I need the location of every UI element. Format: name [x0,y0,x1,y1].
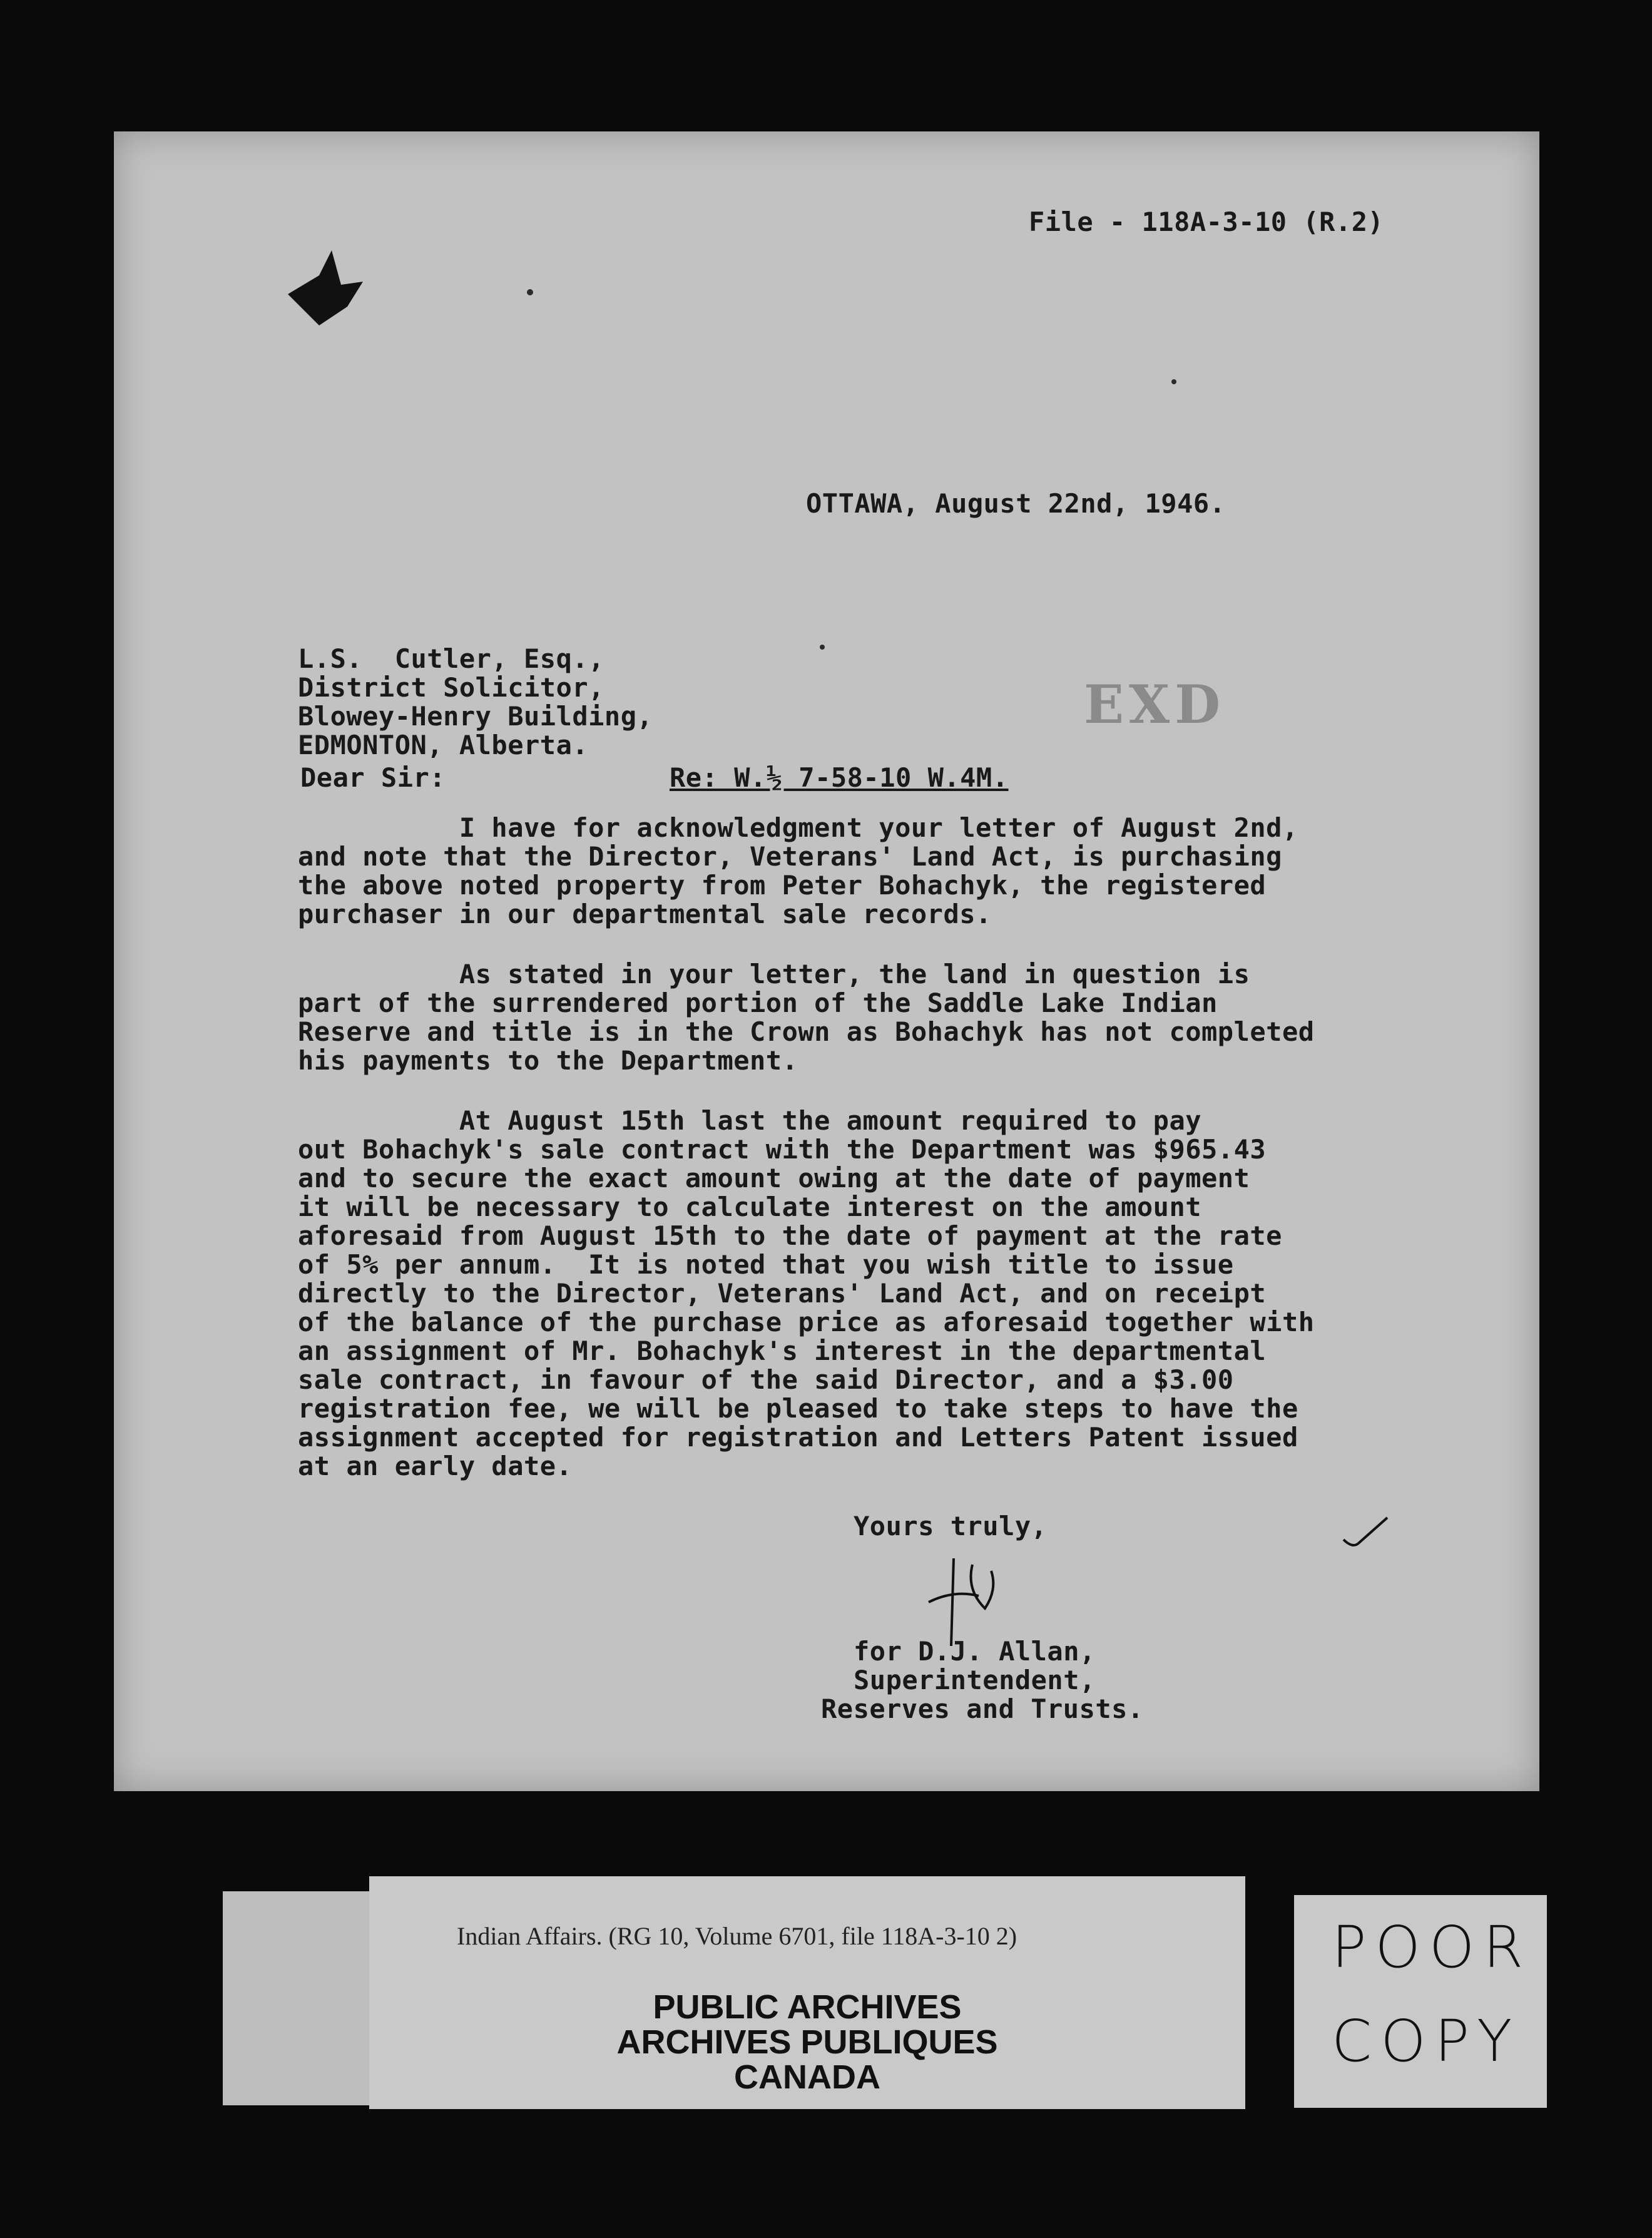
file-reference: File - 118A-3-10 (R.2) [1029,207,1384,237]
paragraph-line: of 5% per annum. It is noted that you wish title to issue [298,1249,1234,1280]
paragraph-line: at an early date. [298,1451,573,1481]
salutation: Dear Sir: [300,762,446,793]
re-line: Re: W.½ 7-58-10 W.4M. [670,762,1009,793]
addressee-line: L.S. Cutler, Esq., [298,643,604,674]
paragraph-line: part of the surrendered portion of the Saddle Lake Indian [298,988,1218,1018]
speck [527,289,533,295]
paragraph-line: At August 15th last the amount required to pay [298,1105,1202,1136]
archive-line: CANADA [734,2058,880,2096]
signature-line: for D.J. Allan, [854,1636,1096,1667]
archive-line: PUBLIC ARCHIVES [653,1988,962,2026]
speck [1171,379,1176,384]
archive-label-left-strip [223,1891,373,2105]
ink-blot-mark [282,250,369,325]
place-date: OTTAWA, August 22nd, 1946. [806,488,1226,519]
paragraph-line: an assignment of Mr. Bohachyk's interest in the departmental [298,1336,1267,1366]
paragraph-line: of the balance of the purchase price as aforesaid together with [298,1307,1315,1337]
paragraph-line: directly to the Director, Veterans' Land Act, and on receipt [298,1278,1267,1309]
closing: Yours truly, [854,1511,1048,1541]
letter-page [114,131,1539,1791]
check-mark [1340,1515,1390,1552]
paragraph-line: his payments to the Department. [298,1045,798,1076]
paragraph-line: sale contract, in favour of the said Director, and a $3.00 [298,1364,1234,1395]
addressee-line: EDMONTON, Alberta. [298,730,589,760]
paragraph-line: purchaser in our departmental sale records. [298,899,992,929]
paragraph-line: it will be necessary to calculate interest on the amount [298,1192,1202,1222]
archive-label [369,1876,1245,2109]
paragraph-line: registration fee, we will be pleased to take steps to have the [298,1393,1298,1424]
paragraph-line: As stated in your letter, the land in question is [298,959,1250,989]
speck [820,645,825,650]
handwritten-note: COPY [1332,2008,1521,2075]
paragraph-line: the above noted property from Peter Bohachyk, the registered [298,870,1267,901]
signature-line: Superintendent, [854,1665,1096,1695]
handwritten-note: POOR [1332,1914,1532,1981]
paragraph-line: and to secure the exact amount owing at the date of payment [298,1163,1250,1193]
exd-stamp: EXD [1084,673,1226,735]
archive-reference: Indian Affairs. (RG 10, Volume 6701, file 118A-3-10 2) [457,1922,1017,1950]
paragraph-line: I have for acknowledgment your letter of August 2nd, [298,812,1298,843]
signature-line: Reserves and Trusts. [821,1694,1144,1724]
paragraph-line: aforesaid from August 15th to the date of payment at the rate [298,1220,1282,1251]
paragraph-line: assignment accepted for registration and Letters Patent issued [298,1422,1298,1453]
paragraph-line: Reserve and title is in the Crown as Bohachyk has not completed [298,1016,1315,1047]
paragraph-line: out Bohachyk's sale contract with the Department was $965.43 [298,1134,1267,1165]
paragraph-line: and note that the Director, Veterans' Land Act, is purchasing [298,841,1282,872]
addressee-line: District Solicitor, [298,672,604,703]
archive-line: ARCHIVES PUBLIQUES [616,2023,998,2061]
addressee-line: Blowey-Henry Building, [298,701,653,732]
quality-note-label [1294,1895,1547,2108]
